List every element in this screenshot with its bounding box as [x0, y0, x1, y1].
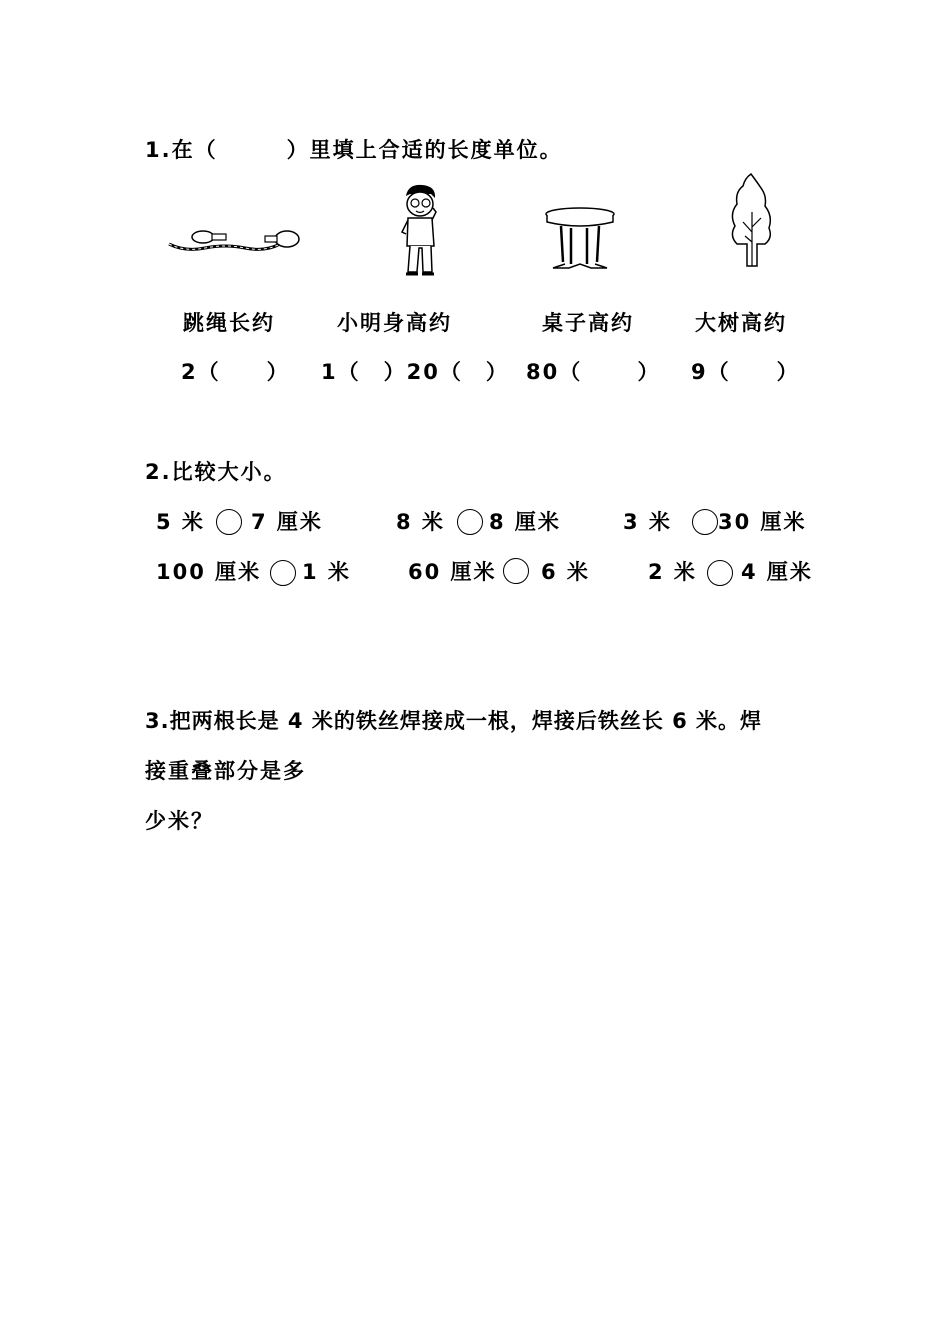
q2-r2c3-left: 2 米: [648, 560, 697, 584]
jump-rope-icon: [165, 222, 305, 262]
q1-label-tree: 大树高约: [695, 311, 787, 335]
compare-circle[interactable]: [692, 509, 718, 535]
q1-label-table: 桌子高约: [542, 311, 634, 335]
q3-line1: 3.把两根长是 4 米的铁丝焊接成一根，焊接后铁丝长 6 米。焊: [145, 709, 763, 733]
q2-r2c3-right: 4 厘米: [741, 560, 813, 584]
q1-label-rope: 跳绳长约: [183, 311, 275, 335]
q2-r2c2-left: 60 厘米: [408, 560, 497, 584]
q1-answer-table[interactable]: 80（ ）: [526, 360, 661, 384]
q2-title: 2.比较大小。: [145, 460, 287, 484]
q1-answer-rope[interactable]: 2（ ）: [181, 360, 290, 384]
q2-r1c1-right: 7 厘米: [251, 510, 323, 534]
q2-r1c2-left: 8 米: [396, 510, 445, 534]
compare-circle[interactable]: [270, 560, 296, 586]
q1-title: 1.在（ ）里填上合适的长度单位。: [145, 138, 563, 162]
q2-r1c3-right: 30 厘米: [718, 510, 807, 534]
q3-line2: 接重叠部分是多: [145, 759, 306, 783]
q2-r1c1-left: 5 米: [156, 510, 205, 534]
compare-circle[interactable]: [503, 558, 529, 584]
q1-answer-height[interactable]: 1（ ）20（ ）: [321, 360, 509, 384]
q3-line3: 少米？: [145, 809, 214, 833]
q2-r1c2-right: 8 厘米: [489, 510, 561, 534]
compare-circle[interactable]: [707, 560, 733, 586]
compare-circle[interactable]: [457, 509, 483, 535]
boy-icon: [398, 182, 444, 278]
q2-r1c3-left: 3 米: [623, 510, 672, 534]
q1-answer-tree[interactable]: 9（ ）: [691, 360, 800, 384]
compare-circle[interactable]: [216, 509, 242, 535]
table-icon: [543, 206, 617, 274]
q1-label-height: 小明身高约: [337, 311, 452, 335]
q2-r2c1-left: 100 厘米: [156, 560, 262, 584]
q2-r2c2-right: 6 米: [541, 560, 590, 584]
q2-r2c1-right: 1 米: [302, 560, 351, 584]
tree-icon: [727, 172, 777, 270]
